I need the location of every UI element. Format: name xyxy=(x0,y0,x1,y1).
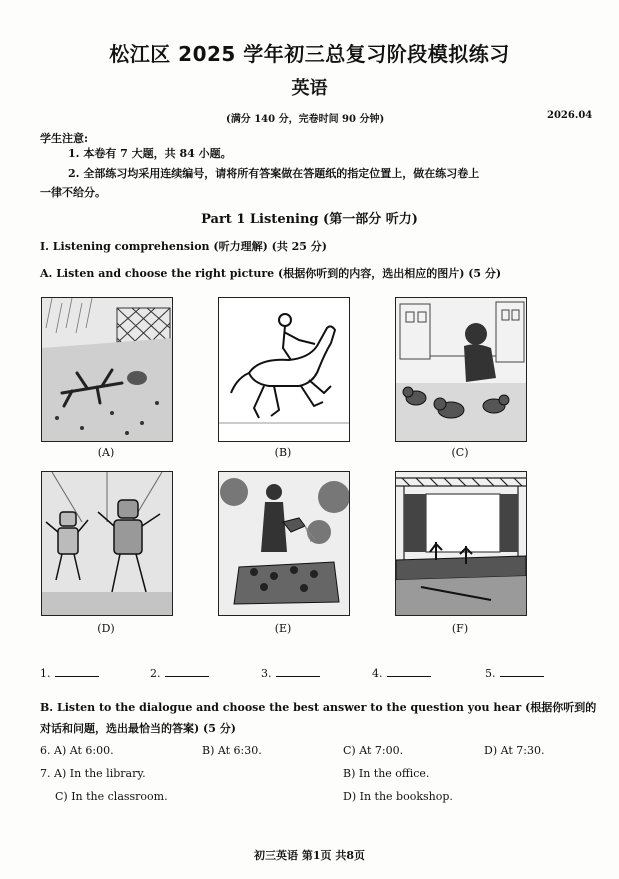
storm-garden-illustration xyxy=(42,298,172,441)
question-7 xyxy=(40,767,146,780)
answer-line xyxy=(276,666,320,677)
answer-blank-5[interactable] xyxy=(485,666,544,680)
dancing-robots-illustration xyxy=(42,472,172,615)
picture-c xyxy=(395,297,527,442)
picture-c-label: (C) xyxy=(451,446,469,459)
answer-blank-number: 5. xyxy=(485,667,496,680)
answer-blank-number: 2. xyxy=(150,667,161,680)
exam-title: 松江区 2025 学年初三总复习阶段模拟练习 xyxy=(109,42,510,66)
answer-blank-number: 4. xyxy=(372,667,383,680)
answer-blank-4[interactable] xyxy=(372,666,431,680)
section-1-title: I. Listening comprehension (听力理解) (共 25 分) xyxy=(40,240,327,253)
option-d[interactable]: D) In the bookshop. xyxy=(343,790,453,803)
watering-garden-illustration xyxy=(219,472,349,615)
answer-line xyxy=(55,666,99,677)
option-c[interactable]: C) In the classroom. xyxy=(55,790,168,803)
picture-d xyxy=(41,471,173,616)
picture-b xyxy=(218,297,350,442)
notice-title: 学生注意: xyxy=(40,132,89,145)
option-a[interactable]: A) In the library. xyxy=(54,767,146,780)
picture-e xyxy=(218,471,350,616)
notice-rule-1: 1. 本卷有 7 大题，共 84 小题。 xyxy=(68,147,232,160)
feeding-cats-illustration xyxy=(396,298,526,441)
page-footer: 初三英语 第1页 共8页 xyxy=(254,849,365,862)
answer-line xyxy=(387,666,431,677)
answer-blank-3[interactable] xyxy=(261,666,320,680)
answer-blank-2[interactable] xyxy=(150,666,209,680)
option-b[interactable]: B) At 6:30. xyxy=(202,744,262,757)
answer-line xyxy=(165,666,209,677)
section-a-title: A. Listen and choose the right picture (根据你听到的内容，选出相应的图片) (5 分) xyxy=(40,267,502,280)
option-c[interactable]: C) At 7:00. xyxy=(343,744,404,757)
picture-f-label: (F) xyxy=(451,622,469,635)
horse-rider-illustration xyxy=(219,298,349,441)
section-b-title: B. Listen to the dialogue and choose the best answer to the question you hear (根据你听到的对话和问题，选出最恰当的答案) (5 分) xyxy=(40,701,597,735)
answer-blank-number: 3. xyxy=(261,667,272,680)
exam-date: 2026.04 xyxy=(547,110,593,121)
picture-b-label: (B) xyxy=(274,446,292,459)
question-number: 7. xyxy=(40,767,51,780)
picture-e-label: (E) xyxy=(274,622,292,635)
answer-blank-row xyxy=(0,662,619,684)
score-note: (满分 140 分，完卷时间 90 分钟) xyxy=(226,114,385,125)
answer-blank-1[interactable] xyxy=(40,666,99,680)
option-a[interactable]: A) At 6:00. xyxy=(54,744,114,757)
question-6 xyxy=(40,744,114,757)
picture-f xyxy=(395,471,527,616)
part-title: Part 1 Listening (第一部分 听力) xyxy=(201,212,418,227)
picture-a xyxy=(41,297,173,442)
question-number: 6. xyxy=(40,744,51,757)
answer-blank-number: 1. xyxy=(40,667,51,680)
notice-rule-2: 2. 全部练习均采用连续编号，请将所有答案做在答题纸的指定位置上，做在练习卷上 xyxy=(68,167,480,180)
answer-line xyxy=(500,666,544,677)
picture-a-label: (A) xyxy=(97,446,115,459)
picture-d-label: (D) xyxy=(97,622,115,635)
option-b[interactable]: B) In the office. xyxy=(343,767,430,780)
notice-rule-2-continued: 一律不给分。 xyxy=(40,186,106,199)
exam-subject: 英语 xyxy=(291,78,328,99)
option-d[interactable]: D) At 7:30. xyxy=(484,744,545,757)
stage-construction-illustration xyxy=(396,472,526,615)
